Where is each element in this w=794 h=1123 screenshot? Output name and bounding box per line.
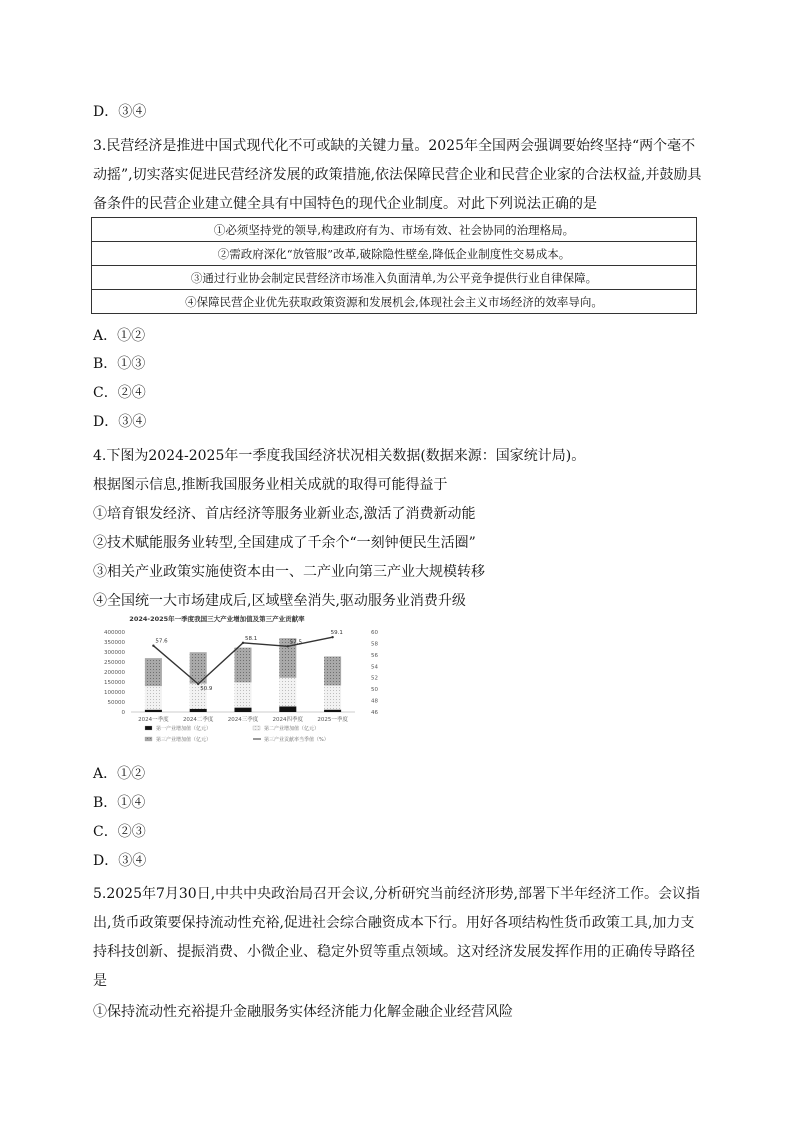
legend-swatch	[145, 726, 152, 730]
q4-option-d[interactable]: D．③④	[93, 853, 147, 869]
q3-statement-4: ④保障民营企业优先获取政策资源和发展机会,体现社会主义市场经济的效率导向。	[92, 290, 697, 314]
q4-option-b[interactable]: B．①④	[93, 795, 146, 811]
q2-option-d[interactable]: D．③④	[93, 104, 147, 120]
y-right-tick-label: 50	[371, 687, 378, 694]
q3-stem-line: 动摇”,切实落实促进民营经济发展的政策措施,依法保障民营企业和民营企业家的合法权益,并鼓励具	[93, 167, 702, 183]
q3-statement-3: ③通过行业协会制定民营经济市场准入负面清单,为公平竞争提供行业自律保障。	[92, 266, 697, 290]
bar-segment	[324, 685, 341, 709]
bar-segment	[324, 710, 341, 712]
q5-stem-line: 持科技创新、提振消费、小微企业、稳定外贸等重点领域。这对经济发展发挥作用的正确传导路径	[93, 944, 695, 960]
q4-statement-2: ②技术赋能服务业转型,全国建成了千余个“一刻钟便民生活圈”	[93, 535, 476, 551]
q5-stem	[93, 880, 703, 996]
data-label: 57.6	[155, 638, 168, 645]
y-left-tick-label: 150000	[104, 680, 125, 686]
x-tick-label: 2024三季度	[227, 717, 259, 723]
contribution-rate-point	[331, 636, 333, 638]
legend-swatch	[145, 737, 152, 741]
q5-stem-line: 是	[93, 973, 107, 989]
q3-statement-2: ②需政府深化“放管服”改革,破除隐性壁垒,降低企业制度性交易成本。	[92, 242, 697, 266]
legend-label: 第三产业增加值（亿元）	[156, 737, 212, 743]
y-left-tick-label: 50000	[107, 700, 125, 706]
x-tick-label: 2024四季度	[272, 717, 304, 723]
q3-statements-table	[91, 217, 697, 314]
y-right-tick-label: 58	[371, 641, 378, 648]
contribution-rate-point	[242, 642, 244, 644]
x-tick-label: 2024二季度	[182, 717, 214, 723]
bar-segment	[279, 706, 296, 712]
q5-stem-line: 出,货币政策要保持流动性充裕,促进社会综合融资成本下行。用好各项结构性货币政策工具,加力支	[93, 915, 695, 931]
q4-option-a[interactable]: A．①②	[93, 766, 146, 782]
chart-title: 2024-2025年一季度我国三大产业增加值及第三产业贡献率	[129, 615, 305, 623]
data-label: 50.9	[200, 686, 213, 692]
q4-option-c[interactable]: C．②③	[93, 824, 146, 840]
bar-segment	[145, 686, 162, 710]
economy-chart	[93, 612, 393, 752]
legend-label: 第二产业增加值（亿元）	[264, 726, 320, 732]
q3-option-a[interactable]: A．①②	[93, 328, 146, 344]
bar-segment	[234, 648, 251, 683]
bar-segment	[324, 656, 341, 685]
bar-segment	[234, 682, 251, 707]
x-tick-label: 2025一季度	[317, 717, 348, 723]
q5-stem-line: 5.2025年7月30日,中共中央政治局召开会议,分析研究当前经济形势,部署下半年经济工作。会议指	[93, 886, 701, 902]
data-label: 59.1	[330, 630, 343, 637]
q3-stem	[93, 132, 703, 219]
q3-statement-1: ①必须坚持党的领导,构建政府有为、市场有效、社会协同的治理格局。	[92, 218, 697, 242]
q3-option-b[interactable]: B．①③	[93, 356, 146, 372]
q3-stem-line: 备条件的民营企业建立健全具有中国特色的现代企业制度。对此下列说法正确的是	[93, 196, 597, 212]
bar-segment	[279, 678, 296, 707]
y-left-tick-label: 350000	[104, 640, 125, 646]
q4-statement-3: ③相关产业政策实施使资本由一、二产业向第三产业大规模转移	[93, 564, 485, 580]
y-left-tick-label: 100000	[104, 690, 125, 696]
y-left-tick-label: 300000	[104, 650, 125, 656]
bar-segment	[145, 658, 162, 686]
contribution-rate-point	[197, 683, 199, 685]
y-right-tick-label: 48	[371, 698, 378, 705]
y-right-tick-label: 52	[371, 675, 378, 682]
data-label: 58.1	[245, 635, 258, 642]
y-right-tick-label: 56	[371, 652, 378, 659]
y-left-tick-label: 200000	[104, 670, 125, 676]
q4-statement-4: ④全国统一大市场建成后,区域壁垒消失,驱动服务业消费升级	[93, 593, 466, 609]
y-right-tick-label: 60	[371, 630, 378, 636]
y-left-tick-label: 400000	[104, 630, 125, 636]
legend-label: 第三产业贡献率当季值（%）	[264, 737, 329, 743]
data-label: 57.5	[289, 639, 303, 646]
q3-option-d[interactable]: D．③④	[93, 414, 147, 430]
legend-swatch	[253, 726, 260, 730]
y-right-tick-label: 54	[371, 664, 378, 671]
y-left-tick-label: 0	[121, 710, 125, 716]
y-right-tick-label: 46	[371, 710, 378, 716]
q4-stem: 4.下图为2024-2025年一季度我国经济状况相关数据(数据来源：国家统计局)。	[93, 448, 586, 464]
contribution-rate-point	[287, 645, 289, 647]
q4-statement-1: ①培育银发经济、首店经济等服务业新业态,激活了消费新动能	[93, 506, 476, 522]
q5-statement-1: ①保持流动性充裕提升金融服务实体经济能力化解金融企业经营风险	[93, 1004, 513, 1020]
bar-segment	[145, 710, 162, 712]
bar-segment	[234, 708, 251, 712]
q3-stem-line: 3.民营经济是推进中国式现代化不可或缺的关键力量。2025年全国两会强调要始终坚持“两个毫不	[93, 138, 696, 154]
q3-option-c[interactable]: C．②④	[93, 385, 146, 401]
x-tick-label: 2024一季度	[138, 717, 169, 723]
q4-sub: 根据图示信息,推断我国服务业相关成就的取得可能得益于	[93, 477, 448, 493]
contribution-rate-point	[152, 645, 154, 647]
legend-label: 第一产业增加值（亿元）	[156, 726, 212, 732]
bar-segment	[190, 709, 207, 712]
y-left-tick-label: 250000	[104, 660, 125, 666]
